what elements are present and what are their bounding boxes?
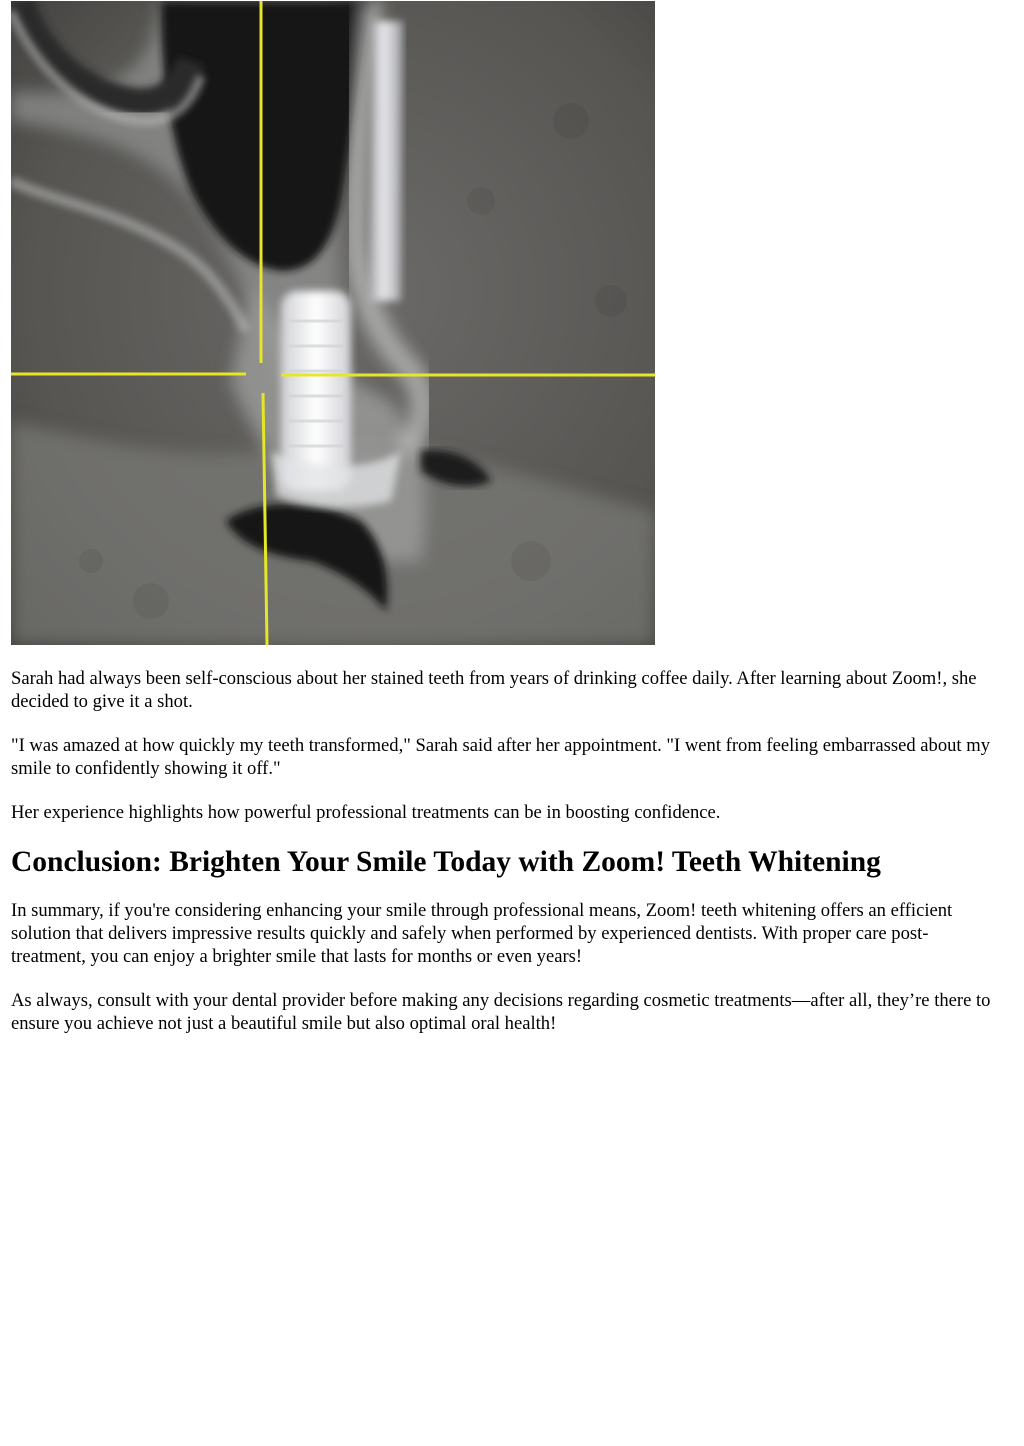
conclusion-heading: Conclusion: Brighten Your Smile Today with Zoom! Teeth Whitening: [11, 846, 881, 878]
dental-xray-icon: [11, 1, 655, 645]
dental-xray-image: [11, 1, 655, 645]
conclusion-paragraph-2: As always, consult with your dental provider before making any decisions regarding cosmetic treatments—after all, they’re there to ensure you achieve not just a beautiful smile but also optimal oral health!: [11, 990, 991, 1034]
article: [11, 1, 1001, 1035]
story-paragraph-2: "I was amazed at how quickly my teeth transformed," Sarah said after her appointment. "I went from feeling embarrassed about my smile to confidently showing it off.": [11, 735, 990, 779]
story-paragraph-1: Sarah had always been self-conscious about her stained teeth from years of drinking coffee daily. After learning about Zoom!, she decided to give it a shot.: [11, 668, 977, 712]
story-paragraph-3: Her experience highlights how powerful professional treatments can be in boosting confidence.: [11, 802, 721, 823]
conclusion-paragraph-1: In summary, if you're considering enhancing your smile through professional means, Zoom! teeth whitening offers an efficient solution that delivers impressive results quickly and safely when performed by experienced dentists. With proper care post-treatment, you can enjoy a brighter smile that lasts for months or even years!: [11, 900, 953, 967]
